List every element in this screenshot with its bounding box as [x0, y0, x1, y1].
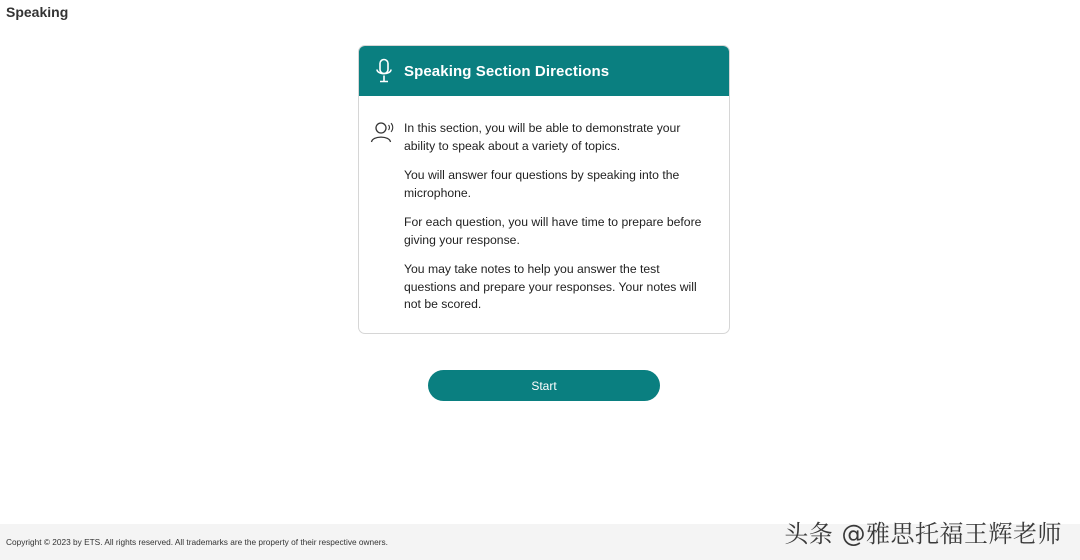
direction-paragraph: In this section, you will be able to demonstrate your ability to speak about a variety of topics.: [404, 121, 681, 153]
card-body: [359, 96, 729, 334]
speaker-person-icon: [370, 120, 396, 144]
direction-paragraph: For each question, you will have time to prepare before giving your response.: [404, 215, 702, 247]
start-button[interactable]: Start: [428, 370, 660, 401]
direction-paragraph: You will answer four questions by speaking into the microphone.: [404, 168, 680, 200]
copyright-text: Copyright © 2023 by ETS. All rights reserved. All trademarks are the property of their respective owners.: [6, 537, 388, 547]
direction-paragraph: You may take notes to help you answer the test questions and prepare your responses. Your notes will not be scored.: [404, 262, 697, 311]
card-header: [359, 46, 729, 96]
directions-card: [358, 45, 730, 334]
watermark-text: 头条 @雅思托福王辉老师: [784, 520, 1062, 548]
card-title: Speaking Section Directions: [404, 62, 610, 80]
microphone-icon: [373, 58, 395, 84]
page-title: Speaking: [6, 4, 69, 20]
